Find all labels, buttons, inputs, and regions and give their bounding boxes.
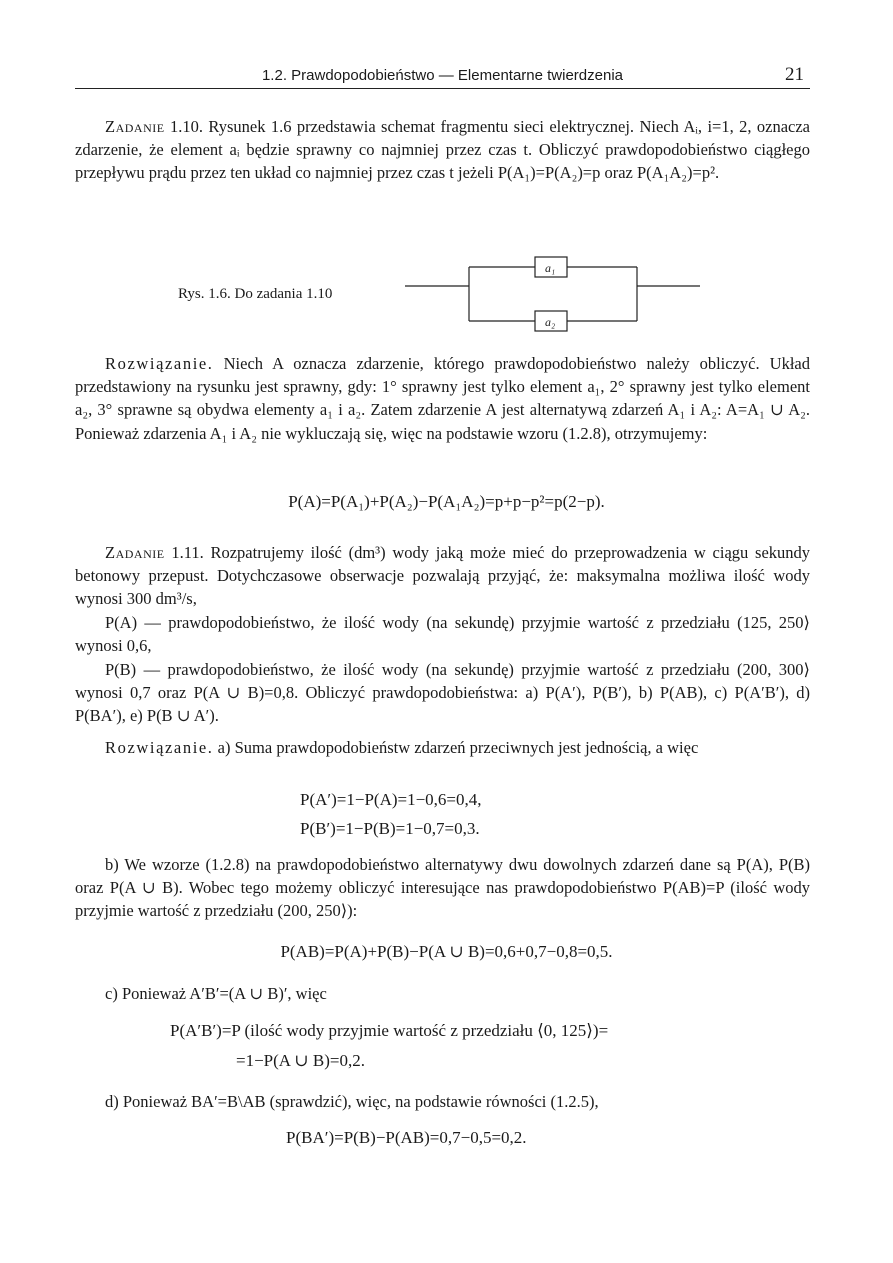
solution-1-10 [75,352,810,445]
exercise-label: Zadanie [105,543,165,562]
exercise-text: Rysunek 1.6 przedstawia schemat fragmentu sieci elektrycznej. Niech Aᵢ, i=1, 2, oznacza zdarzenie, że element aᵢ będzie sprawny co najmniej przez czas t. Obliczyć prawdopodobieństwo ciągłego przepływu prądu przez ten układ co najmniej przez czas t jeżeli P(A₁)=P(A₂)=p oraz P(A₁A₂)=p². [75,117,810,183]
solution-1-11 [75,736,810,759]
solution-label: Rozwiązanie. [105,354,214,373]
running-header [75,58,810,89]
element-a2-label: a₂ [545,315,556,329]
solution-part-a: a) Suma prawdopodobieństw zdarzeń przeciwnych jest jednością, a więc [217,738,699,757]
exercise-label: Zadanie [105,117,165,136]
solution-part-c: c) Ponieważ A′B′=(A ∪ B)′, więc [105,984,327,1003]
formula-p-a-b-prime: P(A′B′)=P (ilość wody przyjmie wartość z przedziału ⟨0, 125⟩)= [170,1021,609,1040]
probability-a-definition: P(A) — prawdopodobieństwo, że ilość wody (na sekundę) przyjmie wartość z przedziału (125, 250⟩ wynosi 0,6, [75,613,810,656]
formula-p-a: P(A)=P(A₁)+P(A₂)−P(A₁A₂)=p+p−p²=p(2−p). [288,492,605,511]
circuit-diagram [405,255,700,337]
exercise-number: 1.10. [169,117,203,136]
solution-label: Rozwiązanie. [105,738,214,757]
figure-caption: Rys. 1.6. Do zadania 1.10 [178,286,333,302]
formula-p-ba-prime: P(BA′)=P(B)−P(AB)=0,7−0,5=0,2. [286,1128,527,1147]
exercise-number: 1.11. [171,543,204,562]
page-number: 21 [785,64,804,85]
section-title: 1.2. Prawdopodobieństwo — Elementarne twierdzenia [261,67,624,84]
exercise-text: Rozpatrujemy ilość (dm³) wody jaką może mieć do przeprowadzenia w ciągu sekundy betonowy przepust. Dotychczasowe obserwacje pozwalają przyjąć, że: maksymalna możliwa ilość wody wynosi 300 dm³/s, [75,543,811,609]
solution-part-b: b) We wzorze (1.2.8) na prawdopodobieństwo alternatywy dwu dowolnych zdarzeń dane są P(A), P(B) oraz P(A ∪ B). Wobec tego możemy obliczyć interesujące nas prawdopodobieństwo P(AB)=P (ilość wody przyjmie wartość z przedziału (200, 250⟩): [75,855,810,921]
probability-b-definition: P(B) — prawdopodobieństwo, że ilość wody (na sekundę) przyjmie wartość z przedziału (200, 300⟩ wynosi 0,7 oraz P(A ∪ B)=0,8. Obliczyć prawdopodobieństwa: a) P(A′), P(B′), b) P(AB), c) P(A′B′), d) P(BA′), e) P(B ∪ A′). [75,660,810,726]
exercise-1-10 [75,115,810,185]
solution-part-d: d) Ponieważ BA′=B\AB (sprawdzić), więc, na podstawie równości (1.2.5), [105,1092,599,1111]
exercise-1-11 [75,541,810,611]
element-a1-label: a₁ [545,261,556,275]
solution-text: Niech A oznacza zdarzenie, którego prawdopodobieństwo należy obliczyć. Układ przedstawiony na rysunku jest sprawny, gdy: 1° sprawny jest tylko element a₁, 2° sprawny jest tylko element a₂, 3° sprawne są obydwa elementy a₁ i a₂. Zatem zdarzenie A jest alternatywą zdarzeń A₁ i A₂: A=A₁ ∪ A₂. Ponieważ zdarzenia A₁ i A₂ nie wykluczają się, więc na podstawie wzoru (1.2.8), otrzymujemy: [75,354,810,443]
formula-p-a-prime: P(A′)=1−P(A)=1−0,6=0,4, [300,790,482,809]
formula-complement: =1−P(A ∪ B)=0,2. [236,1051,365,1070]
formula-p-b-prime: P(B′)=1−P(B)=1−0,7=0,3. [300,819,480,838]
formula-p-ab: P(AB)=P(A)+P(B)−P(A ∪ B)=0,6+0,7−0,8=0,5. [280,942,613,961]
